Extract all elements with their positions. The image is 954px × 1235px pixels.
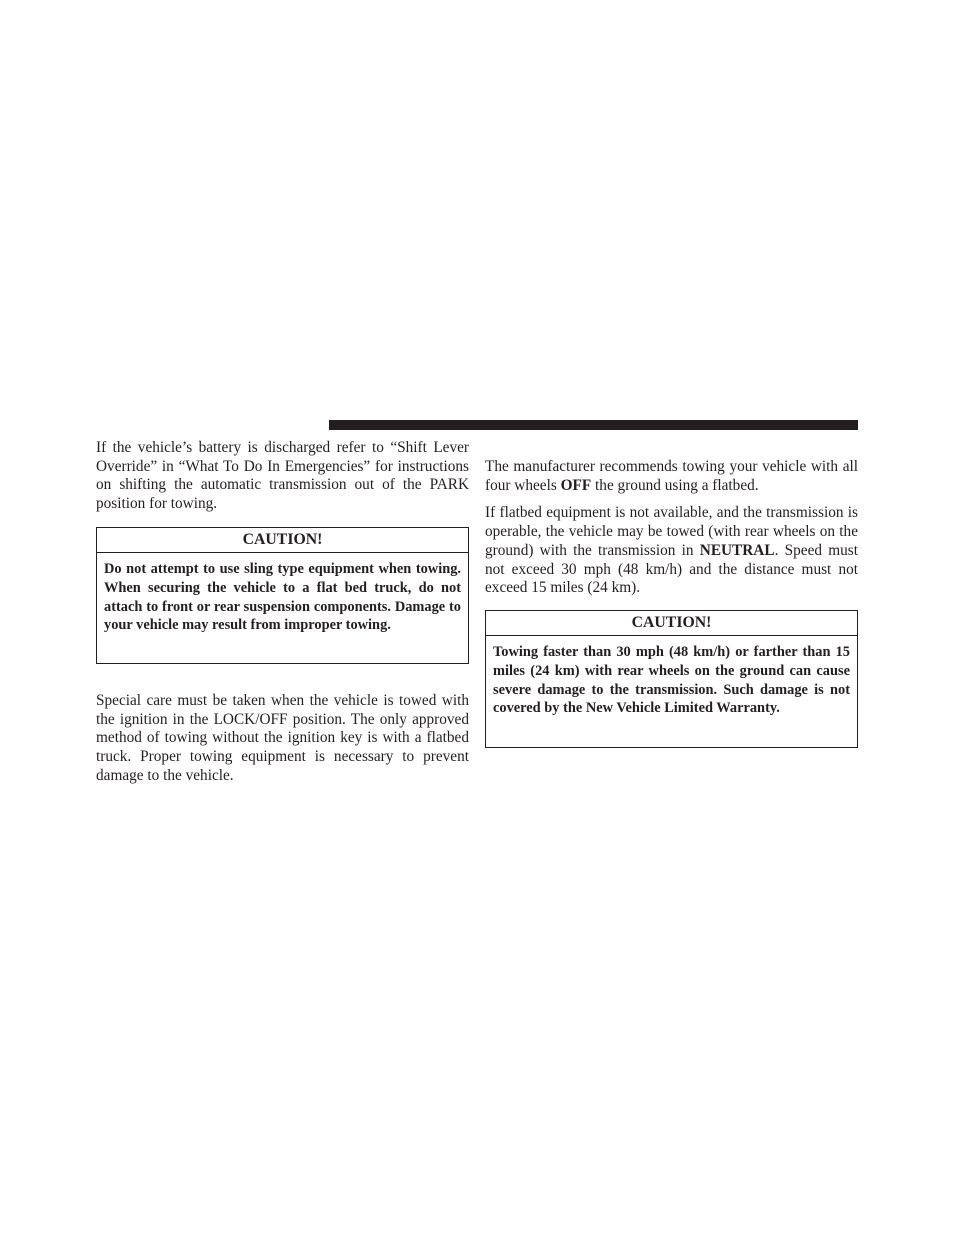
battery-discharge-paragraph: If the vehicle’s battery is discharged refer to “Shift Lever Override” in “What To Do In Emergencies” for instructions on shifting the automatic transmission out of the PARK position for towing.	[96, 439, 469, 513]
right-column	[485, 458, 858, 598]
lock-off-towing-paragraph: Special care must be taken when the vehicle is towed with the ignition in the LOCK/OFF position. The only approved method of towing without the ignition key is with a flatbed truck. Proper towing equipment is necessary to prevent damage to the vehicle.	[96, 692, 469, 784]
section-header-bar	[329, 420, 858, 430]
bold-off: OFF	[560, 476, 592, 494]
caution-heading: CAUTION!	[97, 528, 468, 553]
left-column	[96, 439, 469, 514]
left-column-lower	[96, 692, 469, 786]
caution-text: Do not attempt to use sling type equipment when towing. When securing the vehicle to a flat bed truck, do not attach to front or rear suspension components. Damage to your vehicle may result from improper towing.	[104, 561, 461, 634]
text-segment: . Speed must not exceed 30 mph (48 km/h) and the distance must not exceed 15 miles (24 km).	[485, 541, 859, 597]
caution-box-speed	[485, 610, 858, 748]
text-segment: If flatbed equipment is not available, and the transmission is operable, the vehicle may be towed (with rear wheels on the ground) with the transmission in	[485, 504, 858, 559]
flatbed-recommendation-paragraph	[485, 458, 858, 495]
text-segment: the ground using a flatbed.	[591, 476, 759, 494]
text-segment: The manufacturer recommends towing your vehicle with all four wheels	[485, 458, 858, 494]
neutral-towing-paragraph	[485, 504, 858, 598]
caution-box-sling	[96, 527, 469, 664]
bold-neutral: NEUTRAL	[699, 541, 775, 559]
caution-heading: CAUTION!	[486, 611, 857, 636]
caution-text: Towing faster than 30 mph (48 km/h) or farther than 15 miles (24 km) with rear wheels on the ground can cause severe damage to the transmission. Such damage is not covered by the New Vehicle Limited Warranty.	[493, 644, 850, 717]
